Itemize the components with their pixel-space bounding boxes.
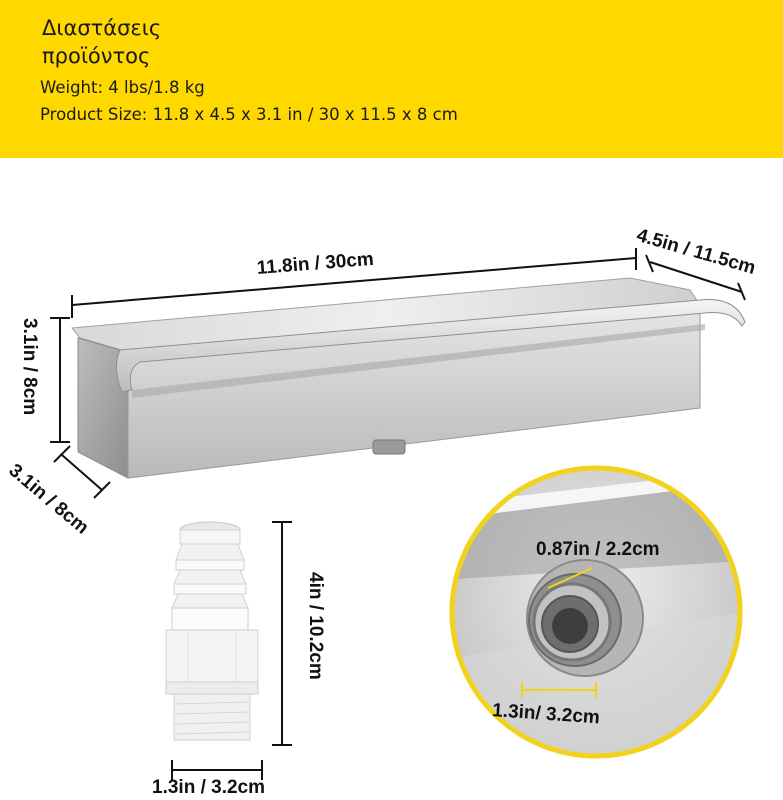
hose-connector <box>166 522 258 740</box>
width-label: 4.5in / 11.5cm <box>634 225 758 279</box>
connector-length-label: 4in / 10.2cm <box>305 572 326 680</box>
inlet-outer-label: 1.3in/ 3.2cm <box>491 700 601 729</box>
spillway-body <box>72 278 745 478</box>
inlet-inner-label: 0.87in / 2.2cm <box>536 539 660 560</box>
length-label: 11.8in / 30cm <box>256 248 375 279</box>
product-size-text: Product Size: 11.8 x 4.5 x 3.1 in / 30 x 11.5 x 8 cm <box>40 105 458 124</box>
inlet-zoom-detail <box>440 468 760 760</box>
depth-label: 3.1in / 8cm <box>4 460 93 539</box>
height-label: 3.1in / 8cm <box>19 318 40 416</box>
weight-text: Weight: 4 lbs/1.8 kg <box>40 78 205 97</box>
header-title-line1: Διαστάσεις <box>42 16 162 40</box>
header-title-line2: προϊόντος <box>42 44 151 68</box>
connector-diameter-label: 1.3in / 3.2cm <box>152 777 266 798</box>
